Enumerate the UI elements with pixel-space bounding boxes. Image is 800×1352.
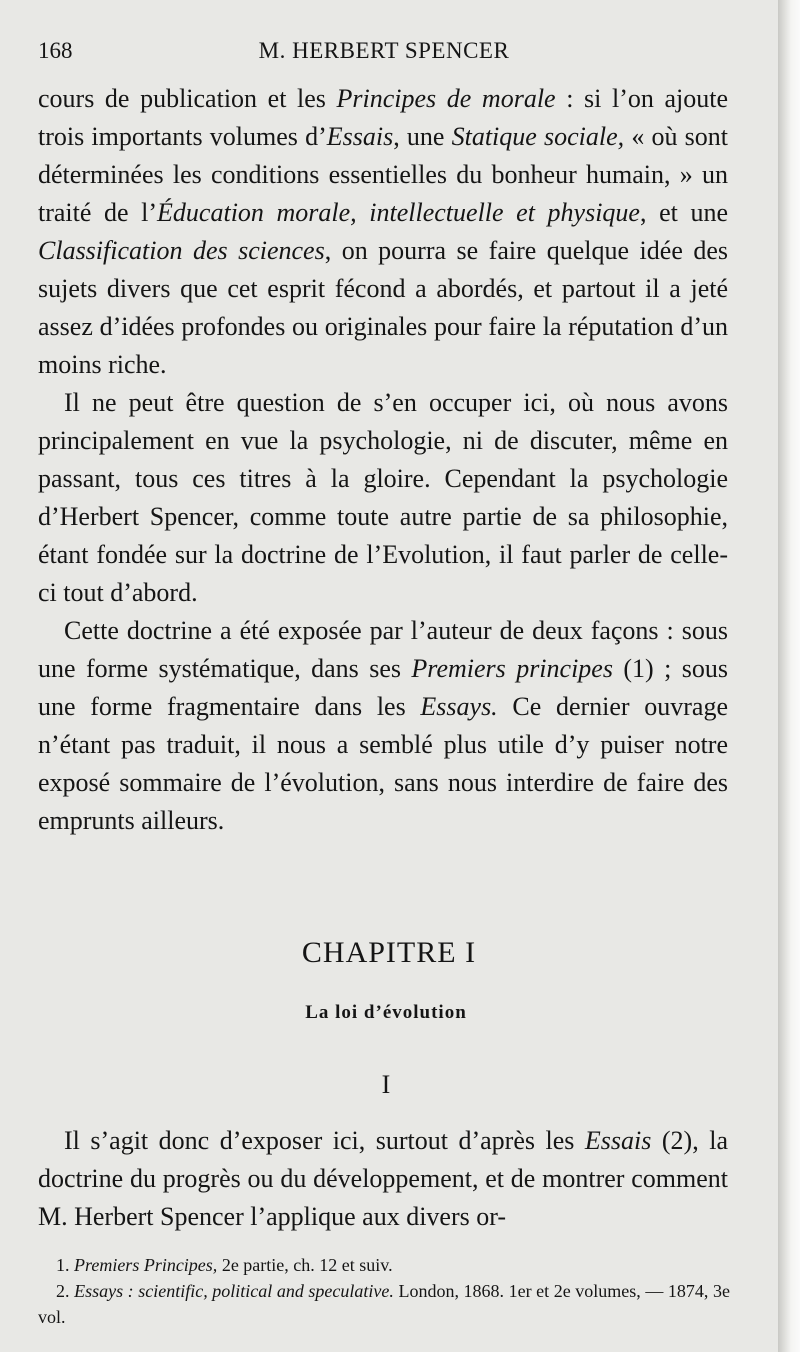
paragraph-3: [38, 612, 728, 840]
text-run: , une: [393, 122, 452, 151]
page-edge: [778, 0, 800, 1352]
chapter-text: [38, 1122, 728, 1236]
text-run: Cette doctrine a été exposée par l’auteur de deux façons : sous une forme systématique, dans ses: [38, 616, 728, 683]
text-run: London, 1868. 1er et 2e volumes, — 1874, 3e vol.: [38, 1281, 730, 1327]
footnote-number: 1.: [56, 1255, 74, 1275]
footnote-1: [38, 1252, 730, 1278]
paragraph-4: [38, 1122, 728, 1236]
italic-title: Premiers Principes,: [74, 1255, 218, 1275]
running-title: M. HERBERT SPENCER: [258, 38, 510, 63]
section-number: I: [381, 1070, 391, 1099]
italic-title: Statique sociale,: [451, 122, 625, 151]
text-run: Ce dernier ouvrage n’étant pas traduit, il nous a semblé plus utile d’y puiser notre exposé sommaire de l’évolution, sans nous interdire de faire des emprunts ailleurs.: [38, 692, 728, 835]
text-run: Il ne peut être question de s’en occuper ici, où nous avons principalement en vue la psychologie, ni de discuter, même en passant, tous ces titres à la gloire. Cependant la psychologie d’Herbert Spencer, comme toute autre partie de sa philosophie, étant fondée sur la doctrine de l’Evolution, il faut parler de celle-ci tout d’abord.: [38, 388, 728, 607]
footnote-number: 2.: [56, 1281, 75, 1301]
text-run: Il s’agit donc d’exposer ici, surtout d’après les: [64, 1126, 585, 1155]
italic-title: Classification des sciences: [38, 236, 325, 265]
chapter-title: CHAPITRE I: [301, 936, 477, 969]
text-run: (2), la doctrine du progrès ou du développement, et de montrer comment M. Herbert Spencer l’applique aux divers or-: [38, 1126, 728, 1231]
body-text: [38, 80, 728, 840]
paragraph-2: [38, 384, 728, 612]
italic-title: Essais: [326, 122, 394, 151]
text-run: : si l’on ajoute trois importants volumes d’: [38, 84, 729, 151]
italic-title: Essays : scientific, political and speculative.: [74, 1281, 394, 1301]
italic-title: Éducation morale, intellectuelle et physique: [157, 198, 640, 227]
text-run: cours de publication et les: [38, 84, 337, 113]
footnotes: [38, 1252, 730, 1330]
italic-title: Principes de morale: [336, 84, 556, 113]
italic-title: Essais: [584, 1126, 652, 1155]
italic-title: Premiers principes: [411, 654, 613, 683]
text-run: , et une: [639, 198, 728, 227]
text-run: 2e partie, ch. 12 et suiv.: [217, 1255, 393, 1275]
footnote-2: [38, 1278, 730, 1330]
page-header: [38, 38, 730, 72]
text-run: « où sont déterminées les conditions essentielles du bonheur humain, » un traité de l’: [38, 122, 729, 227]
chapter-subtitle: La loi d’évolution: [305, 1002, 467, 1023]
text-run: (1) ; sous une forme fragmentaire dans les: [38, 654, 729, 721]
paragraph-1: [38, 80, 728, 384]
text-run: , on pourra se faire quelque idée des sujets divers que cet esprit fécond a abordés, et partout il a jeté assez d’idées profondes ou originales pour faire la réputation d’un moins riche.: [38, 236, 728, 379]
italic-title: Essays.: [420, 692, 498, 721]
page-number: 168: [38, 38, 73, 63]
